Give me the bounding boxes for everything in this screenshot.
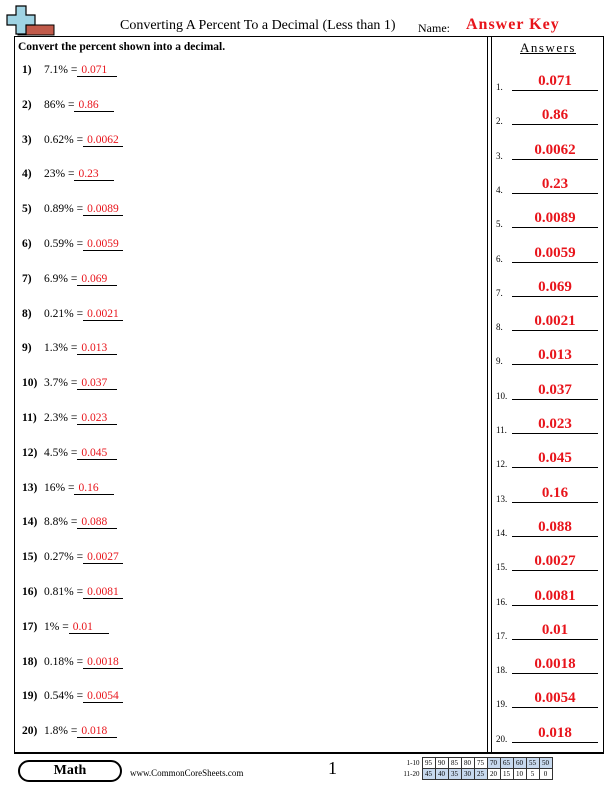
- problem-number: 6): [22, 238, 32, 250]
- problem-item: [22, 656, 123, 669]
- answer-key-item: [496, 550, 600, 572]
- problem-answer: 0.23: [74, 168, 114, 181]
- site-url: www.CommonCoreSheets.com: [130, 768, 244, 778]
- problem-item: [22, 99, 114, 112]
- score-cell: 45: [422, 769, 435, 780]
- problem-answer: 0.0089: [83, 203, 123, 216]
- math-plus-logo-icon: [4, 4, 56, 38]
- score-cell: 5: [526, 769, 539, 780]
- answer-key-item: [496, 482, 600, 504]
- score-row: [394, 758, 552, 769]
- problem-question: 0.21% =: [44, 307, 84, 320]
- problem-number: 13): [22, 481, 38, 494]
- answer-key-item: [496, 653, 600, 675]
- problem-item: [22, 586, 123, 599]
- problem-answer: 0.0054: [83, 690, 123, 703]
- problem-number: 1): [22, 64, 32, 76]
- problem-question: 0.54% =: [44, 690, 84, 703]
- answer-key-value: 0.023: [512, 416, 598, 434]
- answer-key-value: 0.071: [512, 73, 598, 91]
- answer-key-value: 0.0059: [512, 245, 598, 263]
- problem-question: 0.62% =: [44, 133, 84, 146]
- answer-key-value: 0.0027: [512, 553, 598, 571]
- problem-question: 0.27% =: [44, 551, 84, 564]
- problem-item: [22, 447, 117, 460]
- subject-badge: Math: [18, 760, 122, 782]
- problem-answer: 0.018: [77, 725, 117, 738]
- answer-key-item: [496, 379, 600, 401]
- problem-question: 8.8% =: [44, 516, 78, 529]
- problem-question: 0.89% =: [44, 203, 84, 216]
- name-value: Answer Key: [466, 16, 560, 33]
- answer-key-item: [496, 104, 600, 126]
- problem-number: 7): [22, 272, 32, 285]
- problem-item: [22, 482, 114, 495]
- answer-key-value: 0.0018: [512, 656, 598, 674]
- problem-number: 16): [22, 586, 38, 598]
- problem-question: 0.18% =: [44, 655, 84, 668]
- answer-key-value: 0.018: [512, 725, 598, 743]
- problem-question: 23% =: [44, 168, 75, 181]
- score-cell: 50: [539, 758, 552, 769]
- answer-key-value: 0.045: [512, 450, 598, 468]
- score-cell: 35: [448, 769, 461, 780]
- answer-key-number: 1.: [496, 82, 503, 92]
- answer-key-item: [496, 413, 600, 435]
- problem-number: 10): [22, 377, 38, 390]
- answer-key-value: 0.23: [512, 176, 598, 194]
- problem-item: [22, 203, 123, 216]
- problem-item: [22, 621, 109, 634]
- answer-key-item: [496, 722, 600, 744]
- problem-answer: 0.069: [77, 273, 117, 286]
- problem-item: [22, 412, 117, 425]
- problem-item: [22, 516, 117, 529]
- problem-answer: 0.0081: [83, 586, 123, 599]
- answer-key-number: 4.: [496, 184, 503, 195]
- problem-question: 86% =: [44, 98, 75, 111]
- problem-question: 0.81% =: [44, 586, 84, 598]
- problem-answer: 0.071: [77, 64, 117, 77]
- score-cell: 85: [448, 758, 461, 769]
- problem-item: [22, 551, 123, 564]
- problem-answer: 0.0059: [83, 238, 123, 251]
- problem-item: [22, 168, 114, 181]
- problem-number: 14): [22, 516, 38, 529]
- answer-key-item: [496, 173, 600, 195]
- problem-question: 0.59% =: [44, 238, 84, 250]
- problem-answer: 0.01: [69, 621, 109, 634]
- problem-item: [22, 64, 117, 77]
- instructions: Convert the percent shown into a decimal.: [18, 41, 226, 53]
- score-cell: 70: [487, 758, 500, 769]
- footer-rule: [14, 752, 604, 754]
- answer-key-item: [496, 310, 600, 332]
- answer-key-number: 18.: [496, 665, 508, 676]
- answer-key-number: 2.: [496, 116, 503, 127]
- answer-key-value: 0.0062: [512, 142, 598, 160]
- problem-answer: 0.16: [74, 482, 114, 495]
- answer-key-number: 3.: [496, 150, 503, 161]
- answer-key-number: 11.: [496, 425, 507, 435]
- problem-answer: 0.86: [74, 99, 114, 112]
- score-table: [394, 757, 553, 780]
- answer-key-number: 13.: [496, 493, 508, 504]
- problem-answer: 0.088: [77, 516, 117, 529]
- problem-answer: 0.0018: [83, 656, 123, 669]
- answers-title: Answers: [520, 40, 576, 55]
- problem-answer: 0.037: [77, 377, 117, 390]
- problem-question: 6.9% =: [44, 272, 78, 285]
- problem-question: 16% =: [44, 481, 75, 494]
- score-cell: 95: [422, 758, 435, 769]
- page-number: 1: [328, 758, 337, 778]
- problem-number: 5): [22, 203, 32, 216]
- answer-key-number: 16.: [496, 596, 508, 607]
- score-cell: 15: [500, 769, 513, 780]
- answer-key-number: 17.: [496, 630, 508, 641]
- answer-key-item: [496, 585, 600, 607]
- score-cell: 75: [474, 758, 487, 769]
- problem-number: 20): [22, 725, 38, 738]
- problem-item: [22, 377, 117, 390]
- problem-question: 4.5% =: [44, 446, 78, 459]
- problem-number: 4): [22, 168, 32, 181]
- problem-item: [22, 134, 123, 147]
- answer-key-value: 0.069: [512, 279, 598, 297]
- answer-key-number: 15.: [496, 562, 508, 573]
- problem-question: 1.8% =: [44, 725, 78, 738]
- problem-number: 11): [22, 412, 37, 424]
- answer-key-number: 8.: [496, 322, 503, 333]
- answer-key-item: [496, 344, 600, 366]
- problem-number: 15): [22, 551, 38, 564]
- answer-key-value: 0.0021: [512, 313, 598, 331]
- problem-question: 1.3% =: [44, 342, 78, 355]
- worksheet-title: Converting A Percent To a Decimal (Less than 1): [120, 18, 396, 33]
- problem-number: 18): [22, 655, 38, 668]
- answer-key-number: 7.: [496, 287, 503, 298]
- problem-answer: 0.0062: [83, 134, 123, 147]
- answer-key-number: 20.: [496, 733, 508, 744]
- answer-key-value: 0.088: [512, 519, 598, 537]
- answer-key-item: [496, 276, 600, 298]
- answer-key-number: 5.: [496, 219, 503, 230]
- problem-answer: 0.0027: [83, 551, 123, 564]
- answer-key-value: 0.0089: [512, 210, 598, 228]
- problem-item: [22, 342, 117, 355]
- problem-item: [22, 238, 123, 251]
- answer-key-number: 10.: [496, 390, 508, 401]
- problem-item: [22, 308, 123, 321]
- score-cell: 0: [539, 769, 552, 780]
- answer-key-number: 12.: [496, 459, 508, 470]
- answer-key-item: [496, 516, 600, 538]
- problem-number: 3): [22, 133, 32, 146]
- score-row-label: 11-20: [403, 770, 420, 778]
- answer-key-number: 9.: [496, 356, 503, 367]
- problem-answer: 0.045: [77, 447, 117, 460]
- score-cell: 30: [461, 769, 474, 780]
- problem-question: 7.1% =: [44, 64, 78, 76]
- answer-key-value: 0.01: [512, 622, 598, 640]
- problem-number: 17): [22, 620, 38, 633]
- answer-key-value: 0.0054: [512, 690, 598, 708]
- answer-key-value: 0.86: [512, 107, 598, 125]
- problem-question: 2.3% =: [44, 412, 78, 424]
- score-cell: 80: [461, 758, 474, 769]
- answer-key-value: 0.0081: [512, 588, 598, 606]
- problem-number: 2): [22, 98, 32, 111]
- score-row: [394, 769, 552, 780]
- answer-key-item: [496, 447, 600, 469]
- answer-key-item: [496, 70, 600, 92]
- answer-key-item: [496, 139, 600, 161]
- problem-answer: 0.023: [77, 412, 117, 425]
- problem-number: 9): [22, 342, 32, 355]
- answer-key-item: [496, 619, 600, 641]
- problem-item: [22, 725, 117, 738]
- name-label: Name:: [418, 21, 450, 35]
- answer-key-item: [496, 687, 600, 709]
- problem-item: [22, 690, 123, 703]
- answer-key-item: [496, 207, 600, 229]
- score-cell: 40: [435, 769, 448, 780]
- score-cell: 25: [474, 769, 487, 780]
- answer-key-item: [496, 242, 600, 264]
- answer-key-value: 0.16: [512, 485, 598, 503]
- problem-answer: 0.013: [77, 342, 117, 355]
- score-cell: 55: [526, 758, 539, 769]
- answer-key-number: 19.: [496, 699, 508, 710]
- answer-key-number: 14.: [496, 527, 508, 538]
- score-cell: 10: [513, 769, 526, 780]
- problem-number: 8): [22, 307, 32, 320]
- score-cell: 20: [487, 769, 500, 780]
- problem-item: [22, 273, 117, 286]
- score-cell: 65: [500, 758, 513, 769]
- problem-question: 3.7% =: [44, 377, 78, 390]
- problem-answer: 0.0021: [83, 308, 123, 321]
- score-cell: 90: [435, 758, 448, 769]
- problem-number: 12): [22, 446, 38, 459]
- problem-question: 1% =: [44, 620, 69, 633]
- answer-key-number: 6.: [496, 253, 503, 264]
- answer-key-value: 0.037: [512, 382, 598, 400]
- score-row-label: 1-10: [406, 759, 420, 767]
- problem-number: 19): [22, 690, 38, 703]
- score-cell: 60: [513, 758, 526, 769]
- answer-key-value: 0.013: [512, 347, 598, 365]
